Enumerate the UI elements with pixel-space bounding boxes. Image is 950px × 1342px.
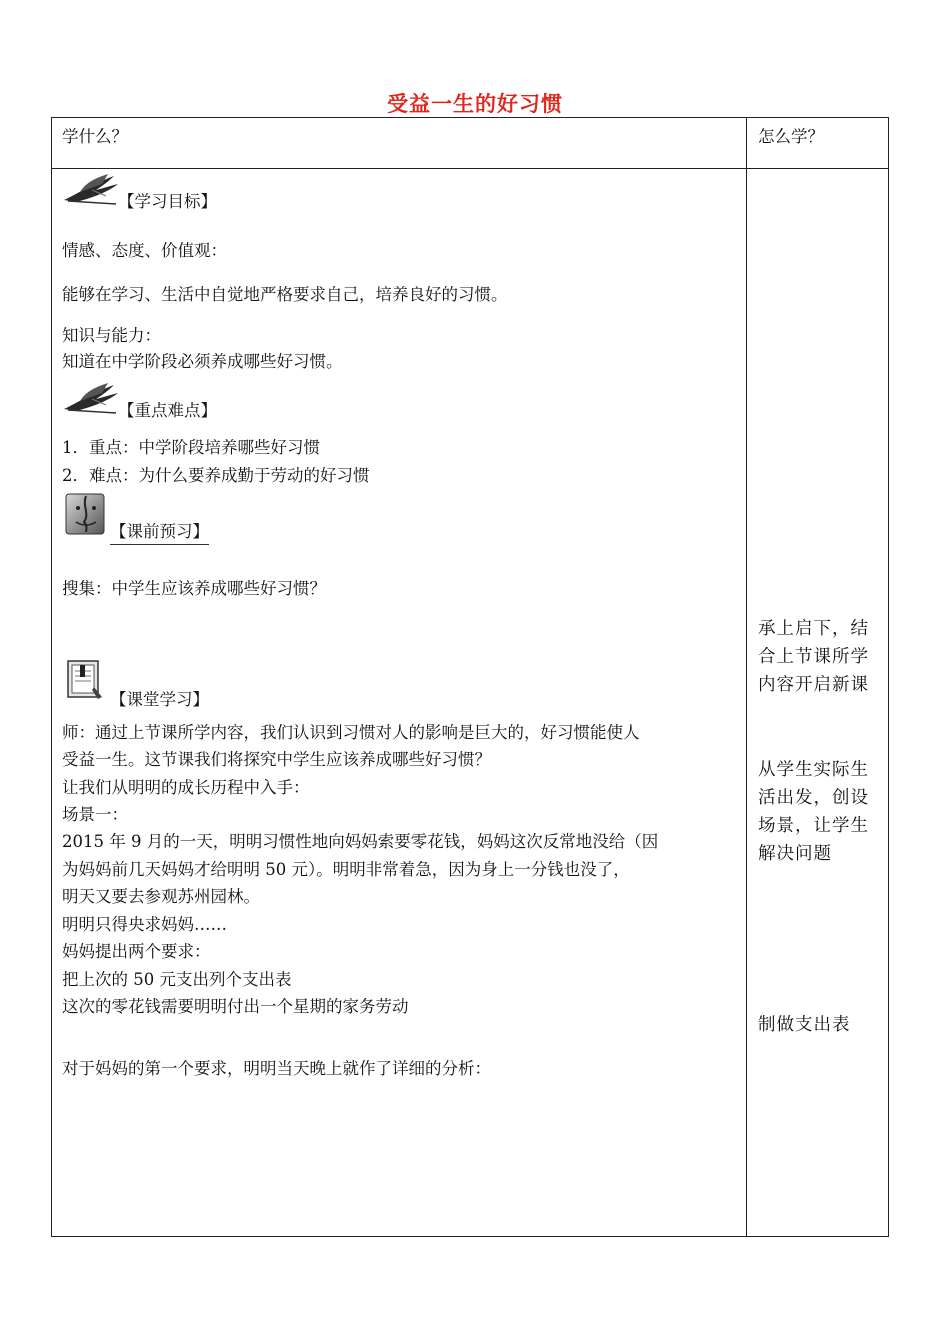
notebook-icon: [64, 657, 104, 701]
header-divider: [52, 168, 888, 169]
goals-heading: 【学习目标】: [118, 192, 217, 211]
quill-pen-icon: [62, 379, 120, 417]
lesson-table: [51, 117, 889, 1237]
class-heading: 【课堂学习】: [110, 690, 209, 709]
goals-knowledge-label: 知识与能力：: [62, 326, 161, 345]
goals-attitude-text: 能够在学习、生活中自觉地严格要求自己，培养良好的习惯。: [62, 285, 508, 304]
class-line: 让我们从明明的成长历程中入手：: [62, 778, 310, 797]
header-how-to-learn: 怎么学？: [758, 127, 824, 146]
note-line: 解决问题: [758, 844, 832, 864]
class-line: 明天又要去参观苏州园林。: [62, 887, 260, 906]
note-line: 内容开启新课: [758, 675, 869, 695]
class-line: 为妈妈前几天妈妈才给明明 50 元）。明明非常着急，因为身上一分钱也没了，: [62, 860, 630, 879]
class-line: 妈妈提出两个要求：: [62, 942, 211, 961]
computer-icon: [64, 492, 108, 538]
class-line: 师：通过上节课所学内容，我们认识到习惯对人的影响是巨大的，好习惯能使人: [62, 723, 640, 742]
teaching-note-transition: [758, 615, 869, 699]
note-line: 承上启下，结: [758, 619, 869, 639]
key-points-heading: 【重点难点】: [118, 401, 217, 420]
class-line: 把上次的 50 元支出列个支出表: [62, 970, 292, 989]
note-line: 场景，让学生: [758, 816, 869, 836]
preview-task: 搜集：中学生应该养成哪些好习惯？: [62, 579, 326, 598]
preview-heading: 【课前预习】: [110, 521, 209, 545]
class-line: 对于妈妈的第一个要求，明明当天晚上就作了详细的分析：: [62, 1059, 491, 1078]
note-line: 活出发，创设: [758, 788, 869, 808]
class-line: 受益一生。这节课我们将探究中学生应该养成哪些好习惯？: [62, 750, 491, 769]
quill-pen-icon: [62, 170, 120, 208]
goals-knowledge-text: 知道在中学阶段必须养成哪些好习惯。: [62, 352, 343, 371]
teaching-note-scenario: [758, 756, 869, 868]
class-line: 这次的零花钱需要明明付出一个星期的家务劳动: [62, 997, 409, 1016]
column-divider: [746, 118, 747, 1236]
key-point-2: 2．难点：为什么要养成勤于劳动的好习惯: [62, 466, 370, 485]
page-title: 受益一生的好习惯: [387, 92, 563, 116]
note-line: 合上节课所学: [758, 647, 869, 667]
goals-attitude-label: 情感、态度、价值观：: [62, 241, 227, 260]
header-what-to-learn: 学什么？: [62, 127, 128, 146]
class-line: 明明只得央求妈妈……: [62, 915, 227, 934]
key-point-1: 1．重点：中学阶段培养哪些好习惯: [62, 438, 320, 457]
class-line: 场景一：: [62, 805, 128, 824]
teaching-note-expense-table: 制做支出表: [758, 1015, 851, 1035]
class-line: 2015 年 9 月的一天，明明习惯性地向妈妈索要零花钱，妈妈这次反常地没给（因: [62, 832, 659, 851]
note-line: 从学生实际生: [758, 760, 869, 780]
